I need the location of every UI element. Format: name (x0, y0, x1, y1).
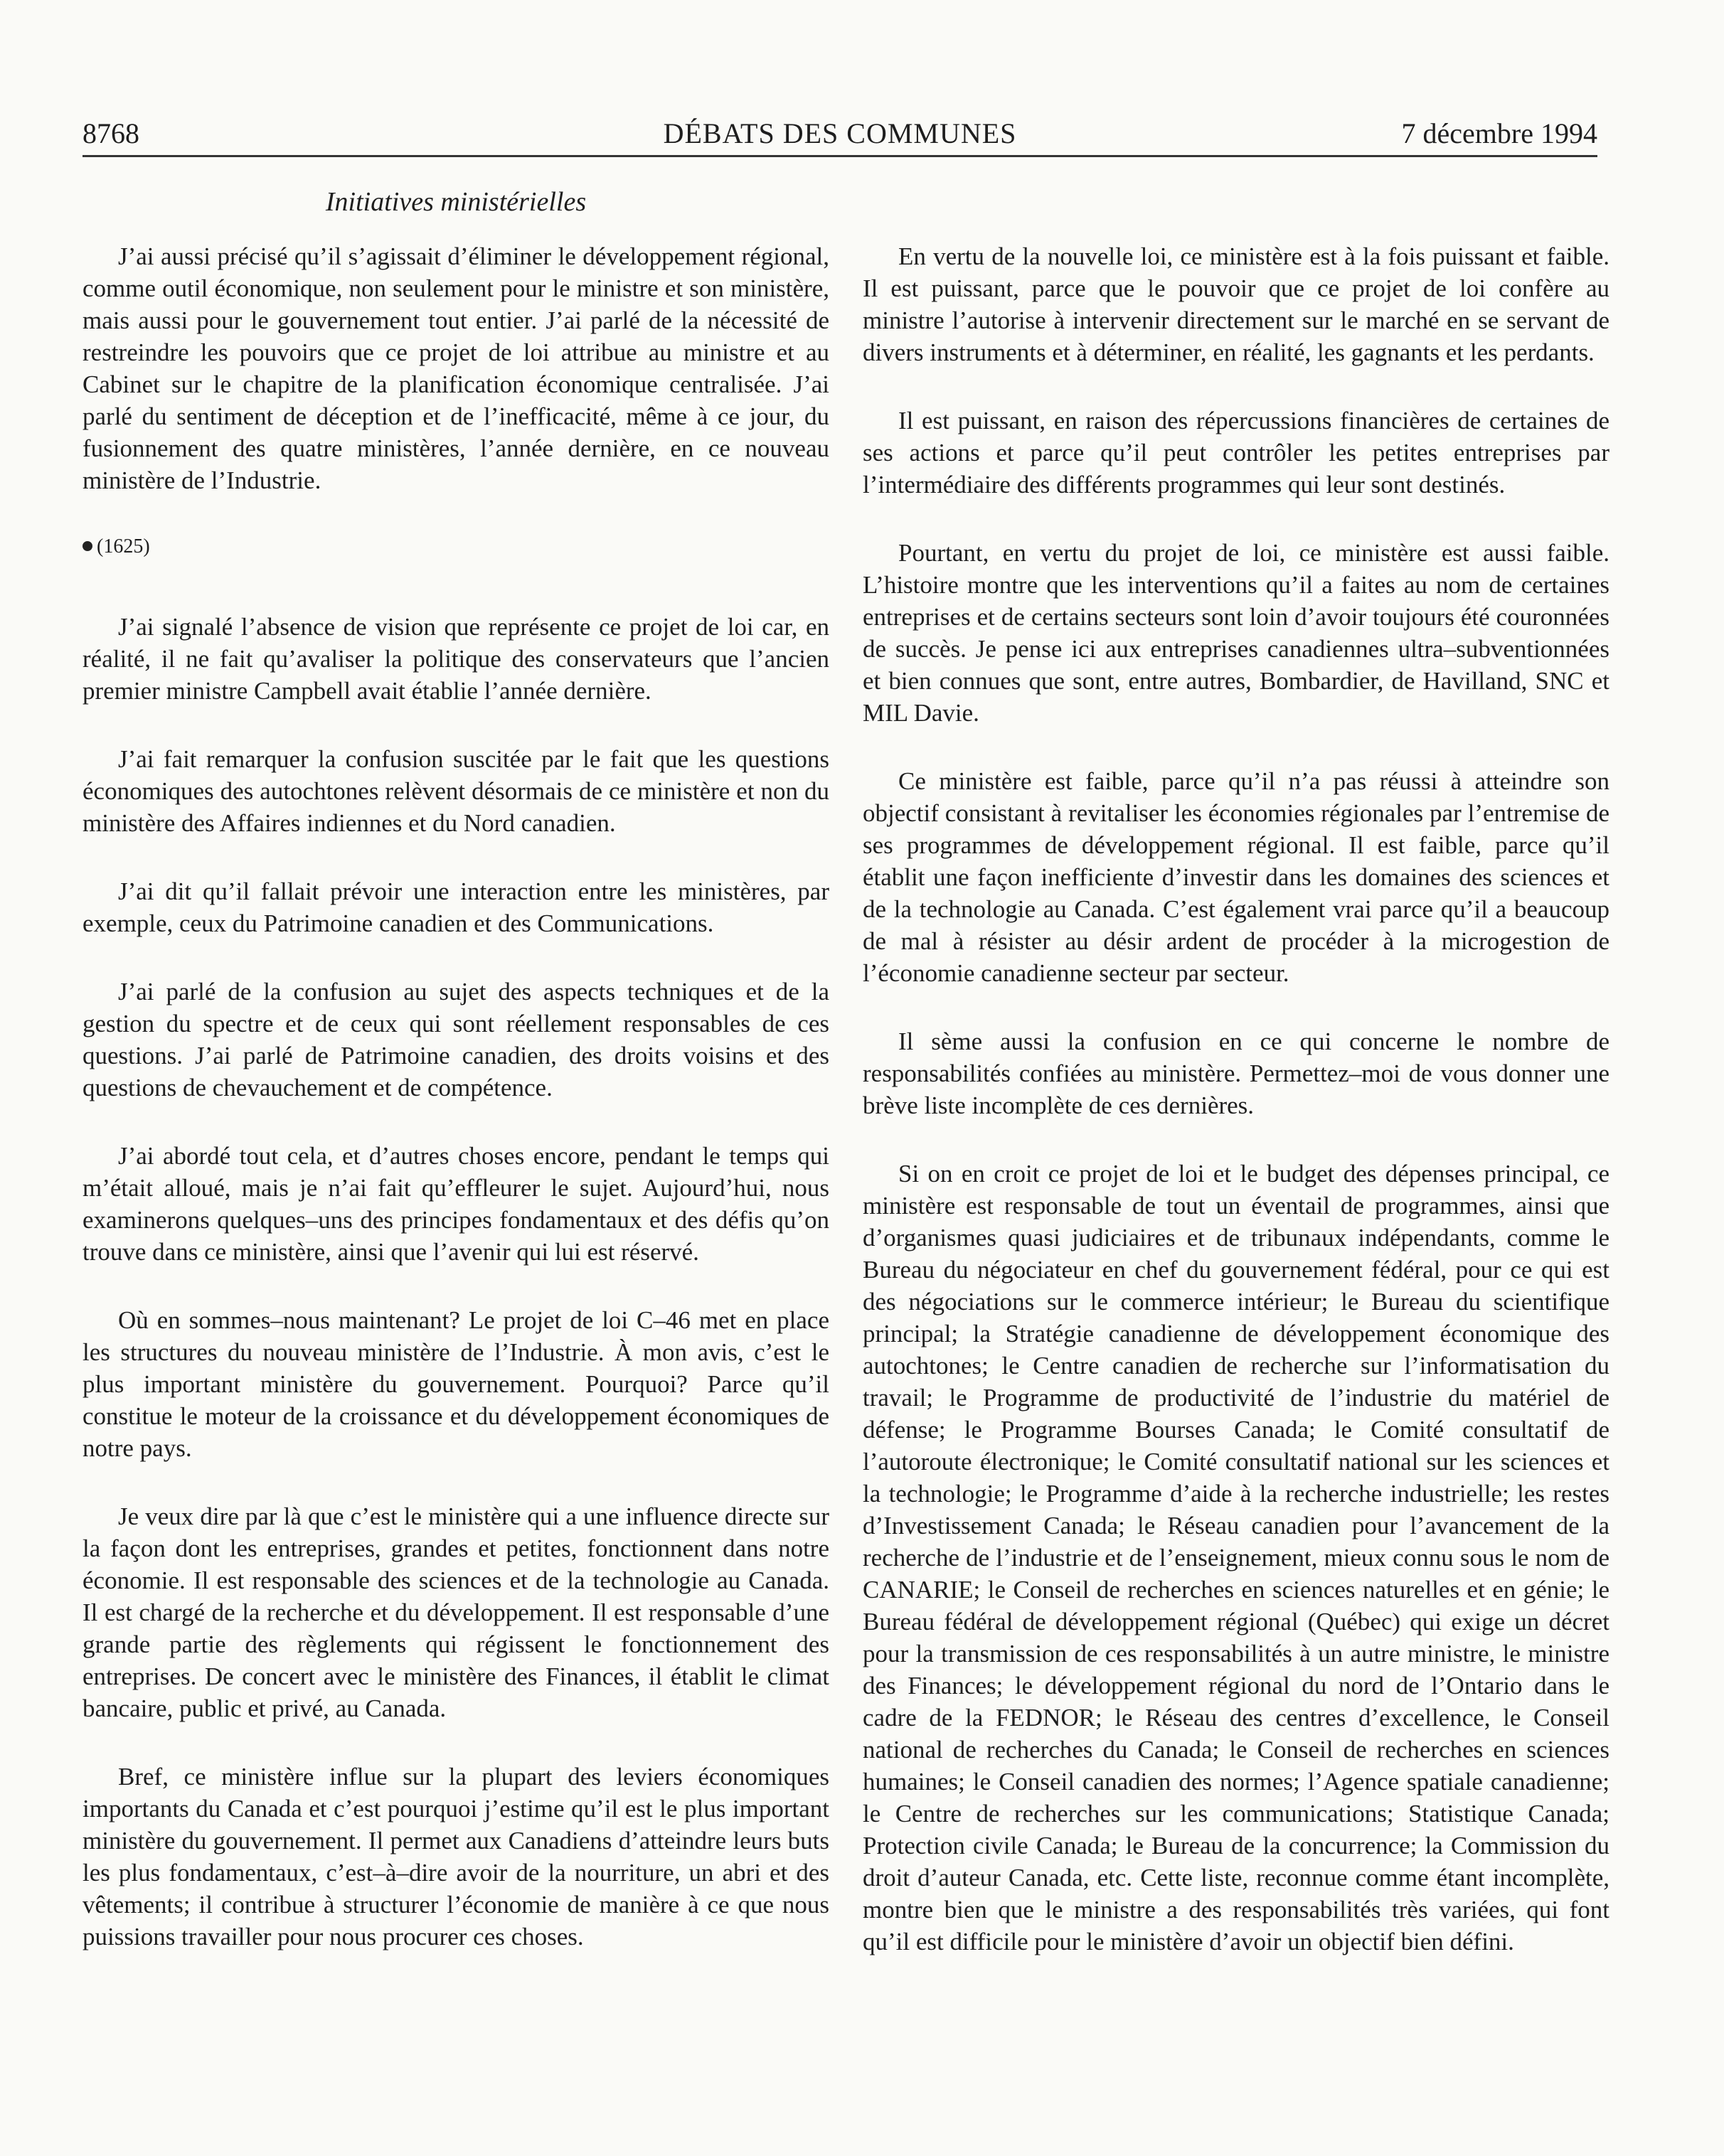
time-marker (83, 533, 829, 561)
left-column (83, 240, 829, 1989)
paragraph: Il sème aussi la confusion en ce qui concerne le nombre de responsabilités confiées au ministère. Permettez–moi de vous donner une brève liste incomplète de ces dernières. (863, 1028, 1609, 1119)
paragraph: J’ai aussi précisé qu’il s’agissait d’éliminer le développement régional, comme outil économique, non seulement pour le ministre et son ministère, mais aussi pour le gouvernement tout entier. J’ai parlé de la nécessité de restreindre les pouvoirs que ce projet de loi attribue au ministre et au Cabinet sur le chapitre de la planification économique centralisée. J’ai parlé du sentiment de déception et de l’inefficacité, même à ce jour, du fusionnement des quatre ministères, l’année dernière, en ce nouveau ministère de l’Industrie. (83, 242, 829, 494)
bullet-icon (83, 541, 92, 551)
paragraph: J’ai fait remarquer la confusion suscitée par le fait que les questions économiques des autochtones relèvent désormais de ce ministère et non du ministère des Affaires indiennes et du Nord canadien. (83, 745, 829, 837)
paragraph: J’ai dit qu’il fallait prévoir une interaction entre les ministères, par exemple, ceux du Patrimoine canadien et des Communications. (83, 877, 829, 937)
page-header (83, 114, 1597, 154)
right-column (863, 240, 1609, 1994)
header-rule (83, 155, 1597, 157)
section-title: Initiatives ministérielles (325, 187, 587, 217)
paragraph: Je veux dire par là que c’est le ministère qui a une influence directe sur la façon dont les entreprises, grandes et petites, fonctionnent dans notre économie. Il est responsable des sciences et de la technologie au Canada. Il est chargé de la recherche et du développement. Il est responsable d’une grande partie des règlements qui régissent le fonctionnement des entreprises. De concert avec le ministère des Finances, il établit le climat bancaire, public et privé, au Canada. (83, 1503, 829, 1722)
paragraph: Bref, ce ministère influe sur la plupart des leviers économiques importants du Canada et c’est pourquoi j’estime qu’il est le plus important ministère du gouvernement. Il permet aux Canadiens d’atteindre leurs buts les plus fondamentaux, c’est–à–dire avoir de la nourriture, un abri et des vêtements; il contribue à structurer l’économie de manière à ce que nous puissions travailler pour nous procurer ces choses. (83, 1763, 829, 1950)
header-date: 7 décembre 1994 (1401, 117, 1597, 149)
paragraph: Il est puissant, en raison des répercussions financières de certaines de ses actions et parce qu’il peut contrôler les petites entreprises par l’intermédiaire des différents programmes qui leur sont destinés. (863, 407, 1609, 498)
paragraph: Pourtant, en vertu du projet de loi, ce ministère est aussi faible. L’histoire montre que les interventions qu’il a faites au nom de certaines entreprises et de certains secteurs sont loin d’avoir toujours été couronnées de succès. Je pense ici aux entreprises canadiennes ultra–subventionnées et bien connues que sont, entre autres, Bombardier, de Havilland, SNC et MIL Davie. (863, 539, 1609, 727)
paragraph: J’ai signalé l’absence de vision que représente ce projet de loi car, en réalité, il ne fait qu’avaliser la politique des conservateurs que l’ancien premier ministre Campbell avait établie l’année dernière. (83, 613, 829, 705)
page-number: 8768 (83, 117, 139, 149)
paragraph: Ce ministère est faible, parce qu’il n’a pas réussi à atteindre son objectif consistant à revitaliser les économies régionales par l’entremise de ses programmes de développement régional. Il est faible, parce qu’il établit une façon inefficiente d’investir dans les domaines des sciences et de la technologie au Canada. C’est également vrai parce qu’il a beaucoup de mal à résister au désir ardent de procéder à la microgestion de l’économie canadienne secteur par secteur. (863, 767, 1609, 987)
paragraph: Si on en croit ce projet de loi et le budget des dépenses principal, ce ministère est responsable de tout un éventail de programmes, ainsi que d’organismes quasi judiciaires et de tribunaux indépendants, comme le Bureau du négociateur en chef du gouvernement fédéral, pour ce qui est des négociations sur le commerce intérieur; le Bureau du scientifique principal; la Stratégie canadienne de développement économique des autochtones; le Centre canadien de recherche sur l’informatisation du travail; le Programme de productivité de l’industrie du matériel de défense; le Programme Bourses Canada; le Comité consultatif de l’autoroute électronique; le Comité consultatif national sur les sciences et la technologie; le Programme d’aide à la recherche industrielle; les restes d’Investissement Canada; le Réseau canadien pour l’avancement de la recherche de l’industrie et de l’enseignement, mieux connu sous le nom de CANARIE; le Conseil de recherches en sciences naturelles et en génie; le Bureau fédéral de développement régional (Québec) qui exige un décret pour la transmission de ces responsabilités à un autre ministre, le ministre des Finances; le développement régional du nord de l’Ontario dans le cadre de la FEDNOR; le Réseau des centres d’excellence, le Conseil national de recherches du Canada; le Conseil de recherches en sciences humaines; le Conseil canadien des normes; l’Agence spatiale canadienne; le Centre de recherches sur les communications; Statistique Canada; Protection civile Canada; le Bureau de la concurrence; la Commission du droit d’auteur Canada, etc. Cette liste, reconnue comme étant incomplète, montre bien que le ministre a des responsabilités très variées, qui font qu’il est difficile pour le ministère d’avoir un objectif bien défini. (863, 1160, 1609, 1955)
paragraph: En vertu de la nouvelle loi, ce ministère est à la fois puissant et faible. Il est puissant, parce que le pouvoir que ce projet de loi confère au ministre l’autorise à intervenir directement sur le marché en se servant de divers instruments et à déterminer, en réalité, les gagnants et les perdants. (863, 242, 1609, 366)
paragraph: J’ai parlé de la confusion au sujet des aspects techniques et de la gestion du spectre et de ceux qui sont réellement responsables de ces questions. J’ai parlé de Patrimoine canadien, des droits voisins et des questions de chevauchement et de compétence. (83, 978, 829, 1101)
paragraph: J’ai abordé tout cela, et d’autres choses encore, pendant le temps qui m’était alloué, mais je n’ai fait qu’effleurer le sujet. Aujourd’hui, nous examinerons quelques–uns des principes fondamentaux et des défis qu’on trouve dans ce ministère, ainsi que l’avenir qui lui est réservé. (83, 1142, 829, 1266)
time-marker-text: (1625) (97, 535, 150, 557)
paragraph: Où en sommes–nous maintenant? Le projet de loi C–46 met en place les structures du nouveau ministère de l’Industrie. À mon avis, c’est le plus important ministère du gouvernement. Pourquoi? Parce qu’il constitue le moteur de la croissance et du développement économiques de notre pays. (83, 1306, 829, 1462)
publication-title: DÉBATS DES COMMUNES (663, 117, 1017, 149)
